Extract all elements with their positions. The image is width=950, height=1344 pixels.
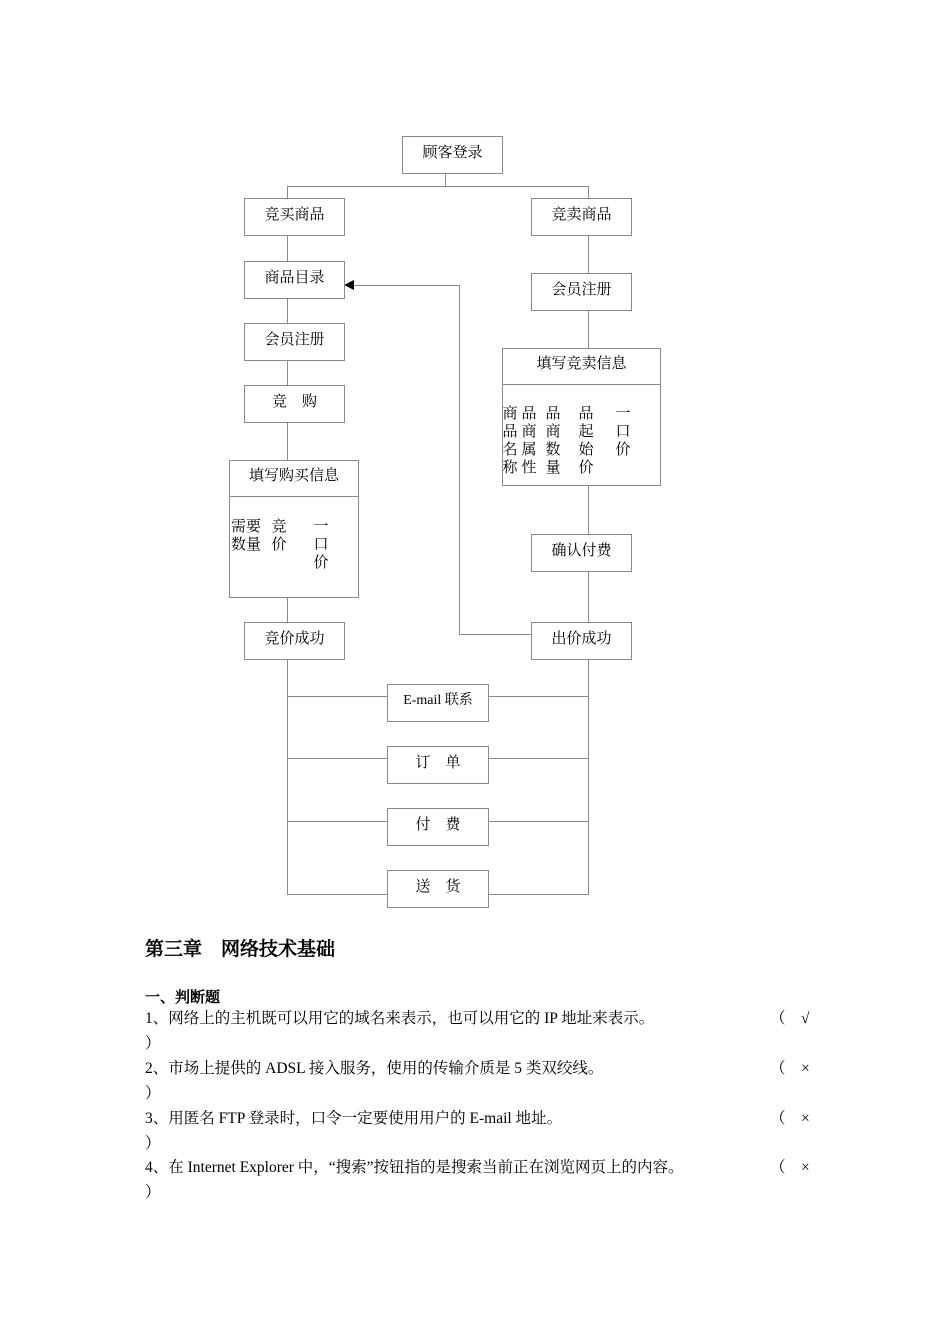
node-offer-success: 出价成功 bbox=[531, 622, 632, 660]
node-customer-login: 顾客登录 bbox=[402, 136, 503, 174]
question-answer: （ × bbox=[770, 1060, 810, 1077]
sell-field: 一口价 bbox=[615, 406, 631, 458]
question-close-paren: ） bbox=[145, 1184, 161, 1201]
sell-field: 品商属性 bbox=[521, 406, 537, 476]
question-text: 1、网络上的主机既可以用它的域名来表示，也可以用它的 IP 地址来表示。 bbox=[145, 1010, 655, 1027]
connector bbox=[588, 659, 589, 895]
node-confirm-payment: 确认付费 bbox=[531, 534, 632, 572]
connector bbox=[287, 758, 387, 759]
connector bbox=[488, 821, 589, 822]
node-delivery: 送 货 bbox=[387, 870, 489, 908]
question-text: 3、用匿名 FTP 登录时，口令一定要使用用户的 E-mail 地址。 bbox=[145, 1110, 563, 1127]
fill-buy-title: 填写购买信息 bbox=[230, 461, 358, 497]
node-member-register-right: 会员注册 bbox=[531, 273, 632, 311]
sell-field: 品起始价 bbox=[578, 406, 594, 476]
connector bbox=[287, 894, 387, 895]
sell-field: 品商数量 bbox=[545, 406, 561, 476]
question-close-paren: ） bbox=[145, 1085, 161, 1102]
section-title: 一、判断题 bbox=[145, 990, 221, 1006]
buy-field: 竞价 bbox=[271, 519, 287, 553]
connector bbox=[488, 894, 589, 895]
buy-field: 需要数量 bbox=[230, 519, 261, 553]
fill-sell-title: 填写竞卖信息 bbox=[503, 349, 660, 385]
sell-field: 商品名称 bbox=[502, 406, 518, 476]
connector bbox=[488, 758, 589, 759]
node-sell-goods: 竞卖商品 bbox=[531, 198, 632, 236]
connector bbox=[287, 659, 288, 895]
question-answer: （ × bbox=[770, 1159, 810, 1176]
node-bid-success: 竞价成功 bbox=[244, 622, 345, 660]
question-answer: （ √ bbox=[770, 1010, 810, 1027]
node-order: 订 单 bbox=[387, 746, 489, 784]
question-close-paren: ） bbox=[145, 1135, 161, 1152]
question-answer: （ × bbox=[770, 1110, 810, 1127]
connector bbox=[287, 696, 387, 697]
connector bbox=[287, 821, 387, 822]
question-close-paren: ） bbox=[145, 1035, 161, 1052]
question-text: 4、在 Internet Explorer 中，“搜索”按钮指的是搜索当前正在浏览网页上的内容。 bbox=[145, 1159, 684, 1176]
node-email-contact: E-mail 联系 bbox=[387, 684, 489, 722]
node-member-register-left: 会员注册 bbox=[244, 323, 345, 361]
connector bbox=[488, 696, 589, 697]
node-bid: 竞 购 bbox=[244, 385, 345, 423]
question-text: 2、市场上提供的 ADSL 接入服务，使用的传输介质是 5 类双绞线。 bbox=[145, 1060, 604, 1077]
buy-field: 一口价 bbox=[313, 519, 329, 571]
node-buy-goods: 竞买商品 bbox=[244, 198, 345, 236]
node-payment: 付 费 bbox=[387, 808, 489, 846]
chapter-title: 第三章 网络技术基础 bbox=[145, 939, 336, 960]
node-catalog: 商品目录 bbox=[244, 261, 345, 299]
